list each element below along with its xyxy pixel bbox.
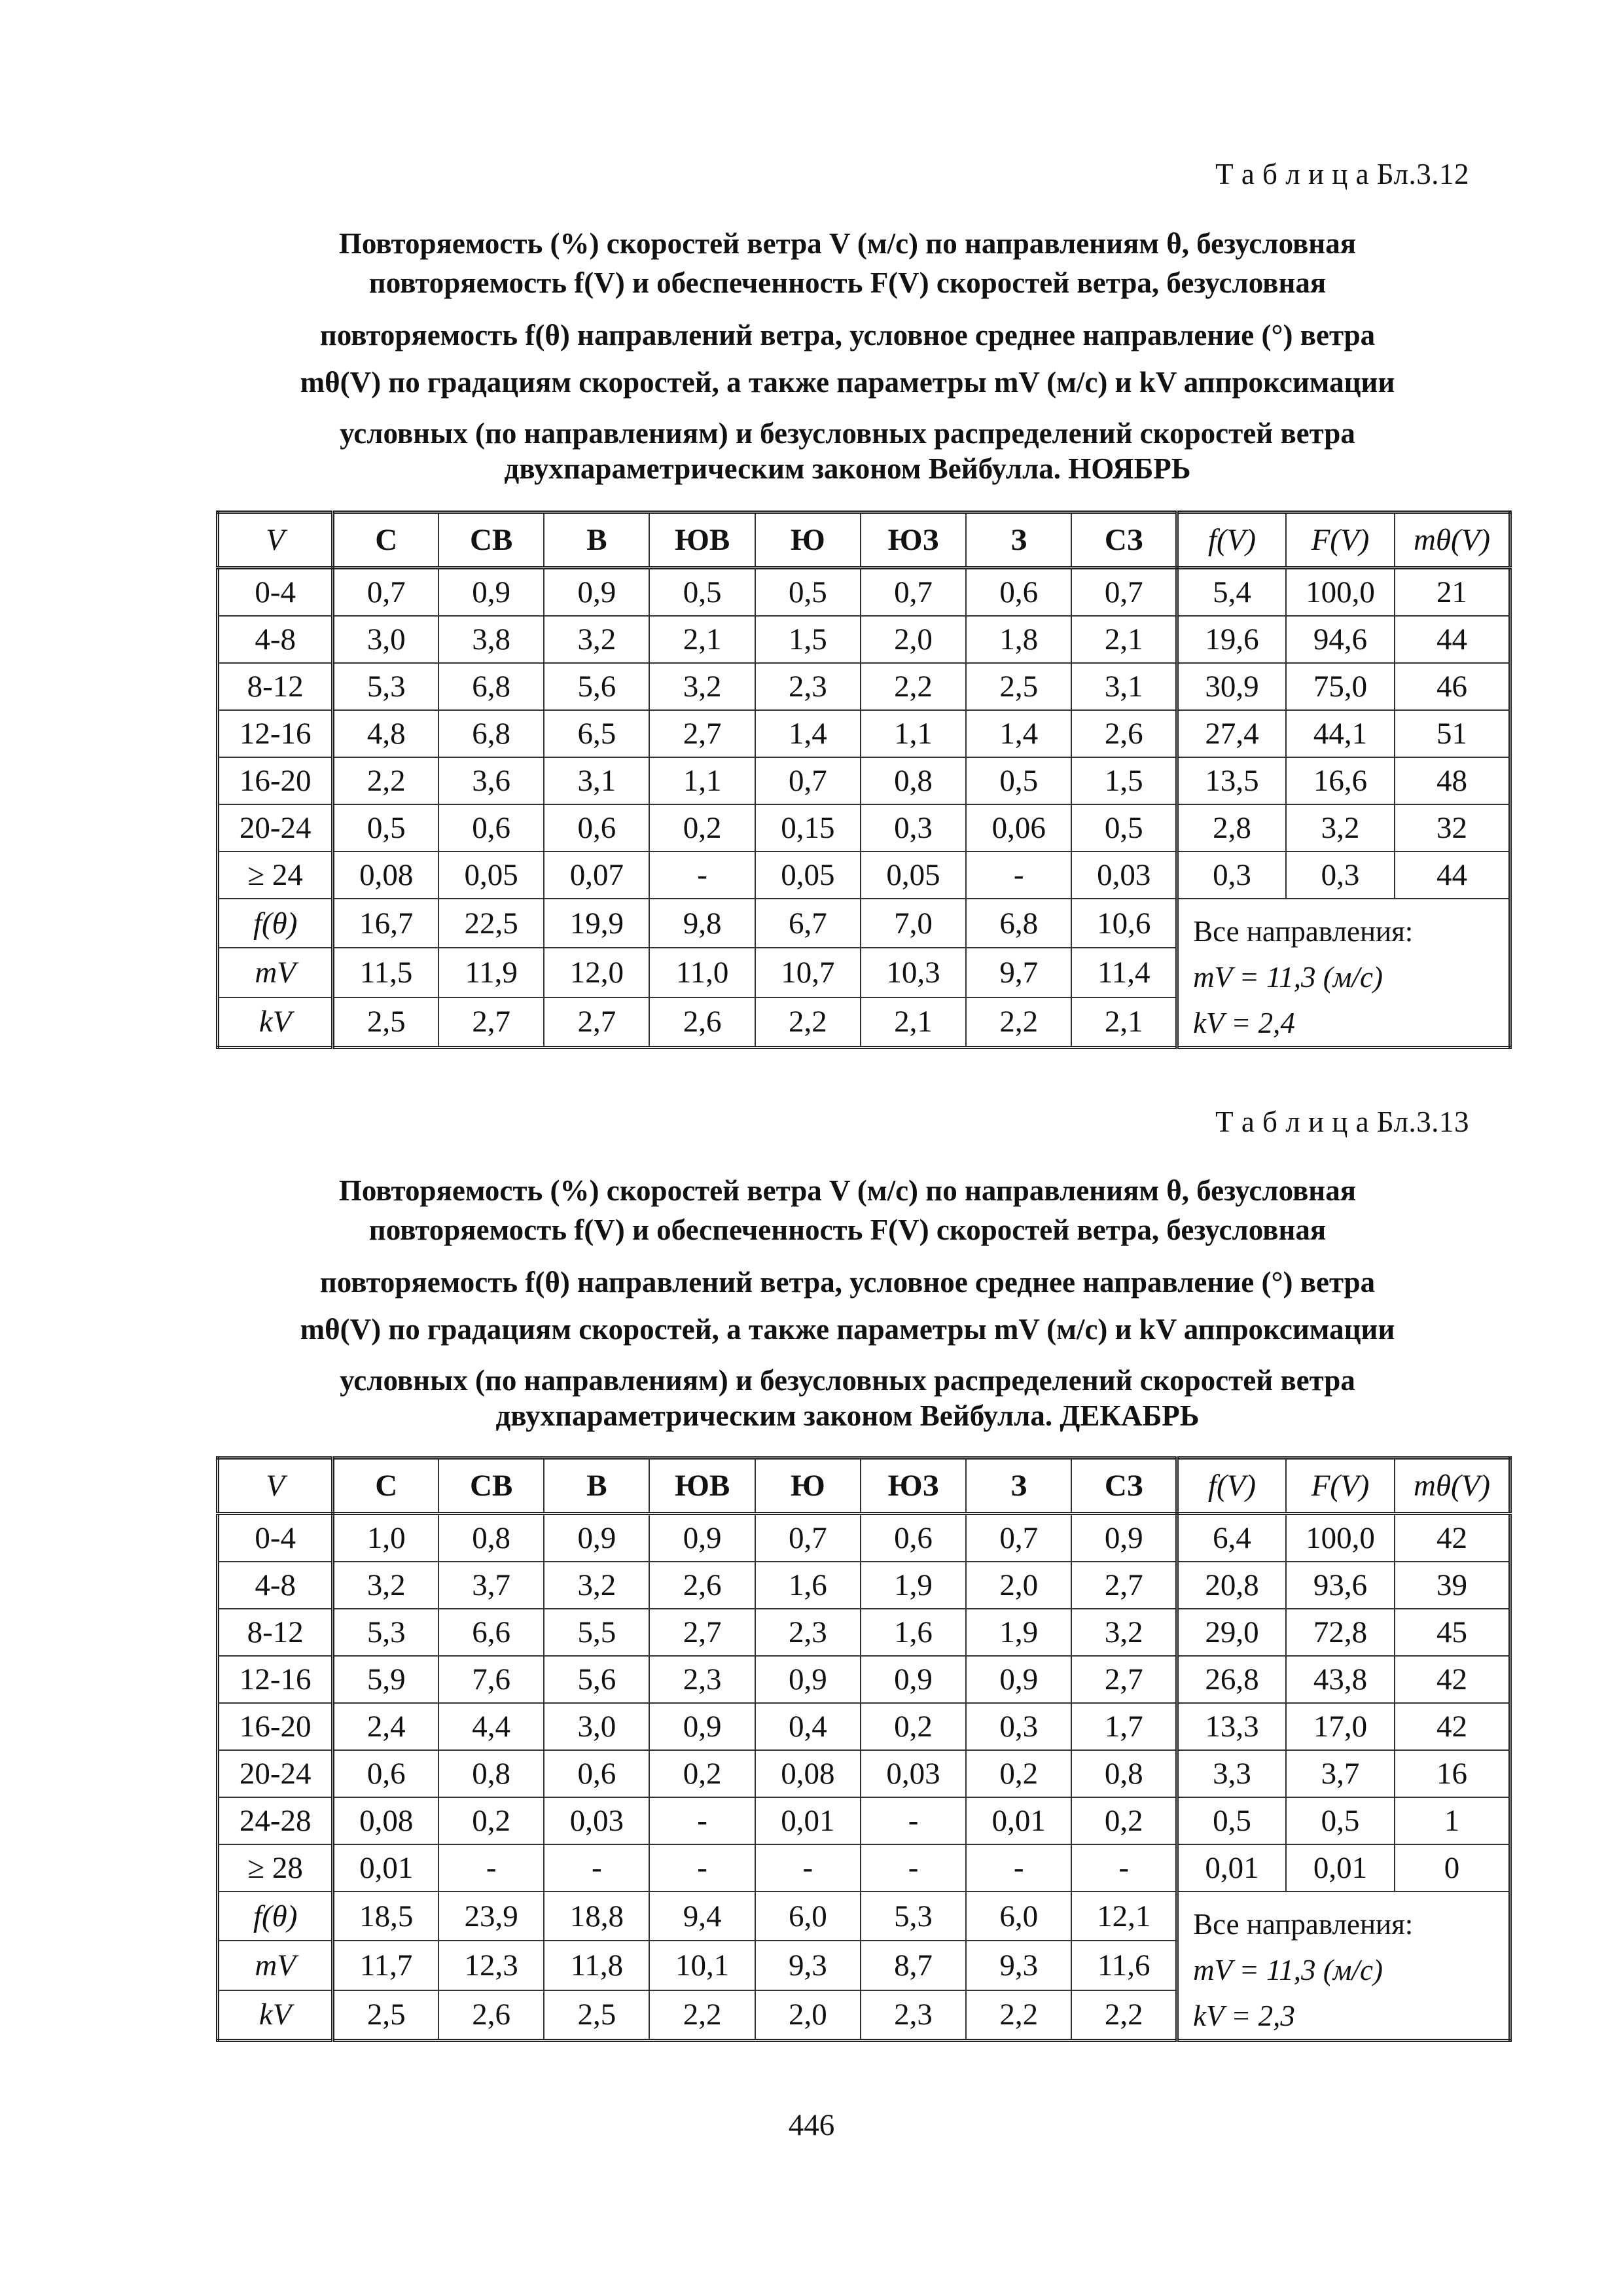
table-cell: 32 [1395,804,1510,852]
table-cell: 0,2 [649,804,755,852]
table-cell: 11,8 [544,1941,649,1990]
table-cell: 3,7 [1286,1750,1395,1797]
table-cell: 2,5 [544,1990,649,2041]
table-cell: 42 [1395,1514,1510,1562]
table-cell: 1 [1395,1797,1510,1844]
table-cell: 9,3 [755,1941,861,1990]
column-header: Ю [755,1458,861,1514]
table-cell: 2,3 [649,1656,755,1703]
table-cell: 20,8 [1177,1562,1286,1609]
table-cell: 0,7 [1071,568,1177,617]
table-cell: 6,8 [438,710,544,757]
table-cell: 44 [1395,616,1510,663]
row-label: 12-16 [218,1656,333,1703]
table-cell: 9,7 [966,948,1071,997]
table-cell: 3,3 [1177,1750,1286,1797]
table-cell: 0,7 [755,1514,861,1562]
table-row [218,1656,1510,1703]
table-cell: 0,5 [333,804,438,852]
table-cell: 0,9 [649,1703,755,1750]
table-cell: 11,6 [1071,1941,1177,1990]
column-header: mθ(V) [1395,512,1510,568]
table-cell: 2,3 [755,663,861,710]
table-cell: 0,4 [755,1703,861,1750]
table-cell: 11,9 [438,948,544,997]
table-row [218,663,1510,710]
table-cell: 11,5 [333,948,438,997]
table-cell: 3,2 [544,1562,649,1609]
table-cell: 6,0 [755,1892,861,1941]
table-cell: 1,4 [966,710,1071,757]
table-cell: 7,6 [438,1656,544,1703]
table-cell: 0,6 [544,1750,649,1797]
table-cell: 2,3 [755,1609,861,1656]
table-cell: 2,7 [649,710,755,757]
table-cell: 0,9 [966,1656,1071,1703]
table-cell: 0,06 [966,804,1071,852]
table-cell: 5,3 [861,1892,966,1941]
table-cell: 12,0 [544,948,649,997]
table-cell: 94,6 [1286,616,1395,663]
table-row [218,1514,1510,1562]
table-cell: 0,2 [966,1750,1071,1797]
table-cell: 0,7 [755,757,861,804]
table-cell: - [1071,1844,1177,1892]
table-cell: 3,7 [438,1562,544,1609]
table-cell: 0,8 [861,757,966,804]
table-cell: 2,7 [649,1609,755,1656]
table-cell: 0,01 [755,1797,861,1844]
table-cell: - [649,1844,755,1892]
table-cell: 44 [1395,852,1510,899]
table-cell: 0,3 [1286,852,1395,899]
table-cell: 0,6 [544,804,649,852]
row-label: 16-20 [218,757,333,804]
table-cell: 0,5 [755,568,861,617]
table-cell: 19,9 [544,899,649,948]
param-label: kV [218,997,333,1048]
row-label: 4-8 [218,1562,333,1609]
table-cell: 0,6 [333,1750,438,1797]
table-cell: 2,2 [966,997,1071,1048]
table-cell: 0,8 [1071,1750,1177,1797]
row-label: 20-24 [218,1750,333,1797]
table-cell: 3,1 [1071,663,1177,710]
table-cell: 3,2 [333,1562,438,1609]
table-cell: 0,03 [861,1750,966,1797]
table-row [218,1703,1510,1750]
column-header: F(V) [1286,1458,1395,1514]
table-cell: 0,5 [649,568,755,617]
table-cell: 5,3 [333,1609,438,1656]
table-cell: 0,8 [438,1514,544,1562]
table-cell: 2,5 [333,1990,438,2041]
table-row [218,757,1510,804]
table-cell: 46 [1395,663,1510,710]
table-cell: 5,9 [333,1656,438,1703]
table-cell: 0,6 [966,568,1071,617]
table-cell: 0,08 [755,1750,861,1797]
param-row [218,1892,1510,1941]
column-header: f(V) [1177,512,1286,568]
table-cell: 16 [1395,1750,1510,1797]
row-label: 0-4 [218,568,333,617]
table-cell: 16,6 [1286,757,1395,804]
table-cell: 0,2 [1071,1797,1177,1844]
column-header: V [218,512,333,568]
row-label: 8-12 [218,1609,333,1656]
table-cell: 19,6 [1177,616,1286,663]
table-cell: 26,8 [1177,1656,1286,1703]
table-cell: 12,3 [438,1941,544,1990]
table-cell: 51 [1395,710,1510,757]
table-cell: 2,6 [649,997,755,1048]
table-cell: 1,7 [1071,1703,1177,1750]
table-cell: 2,7 [438,997,544,1048]
summary-title: Все направления: [1193,915,1414,948]
table-cell: 2,1 [861,997,966,1048]
table-cell: 2,2 [861,663,966,710]
table-cell: 0,01 [966,1797,1071,1844]
row-label: 12-16 [218,710,333,757]
summary-kv: kV = 2,4 [1193,1007,1295,1039]
row-label: 24-28 [218,1797,333,1844]
table-cell: 6,4 [1177,1514,1286,1562]
header-row [218,512,1510,568]
table-cell: 2,0 [966,1562,1071,1609]
table-row [218,852,1510,899]
table-cell: 1,6 [755,1562,861,1609]
row-label: 16-20 [218,1703,333,1750]
table-cell: 1,0 [333,1514,438,1562]
summary-mv: mV = 11,3 (м/с) [1193,961,1383,994]
table-cell: 16,7 [333,899,438,948]
header-row [218,1458,1510,1514]
row-label: 0-4 [218,1514,333,1562]
table-cell: 5,6 [544,663,649,710]
table-row [218,1562,1510,1609]
table-cell: 0,9 [1071,1514,1177,1562]
table-cell: 12,1 [1071,1892,1177,1941]
row-label: 20-24 [218,804,333,852]
column-header: mθ(V) [1395,1458,1510,1514]
table-cell: 0,7 [966,1514,1071,1562]
table-cell: 0,01 [1286,1844,1395,1892]
table-cell: 0,2 [649,1750,755,1797]
table-cell: 2,7 [544,997,649,1048]
table-cell: 100,0 [1286,568,1395,617]
row-label: 8-12 [218,663,333,710]
table-cell: 1,9 [861,1562,966,1609]
table-cell: 2,6 [1071,710,1177,757]
table-cell: 0,7 [333,568,438,617]
table-cell: 0,9 [649,1514,755,1562]
table-cell: 2,7 [1071,1562,1177,1609]
table-cell: 0,15 [755,804,861,852]
table-cell: 0,8 [438,1750,544,1797]
table-cell: 9,4 [649,1892,755,1941]
table-cell: 0,01 [1177,1844,1286,1892]
param-label: mV [218,1941,333,1990]
wind-table [216,511,1512,1049]
table-cell: 6,8 [966,899,1071,948]
table-cell: 8,7 [861,1941,966,1990]
table-cell: 0,07 [544,852,649,899]
table-cell: 0,9 [861,1656,966,1703]
table-cell: 3,0 [544,1703,649,1750]
table-cell: 3,6 [438,757,544,804]
table-cell: 72,8 [1286,1609,1395,1656]
table-cell: 2,3 [861,1990,966,2041]
table-cell: - [861,1797,966,1844]
table-cell: 0,6 [861,1514,966,1562]
table-cell: 0,5 [966,757,1071,804]
column-header: ЮВ [649,512,755,568]
table-cell: - [649,1797,755,1844]
table-cell: 9,3 [966,1941,1071,1990]
table-cell: 3,0 [333,616,438,663]
column-header: ЮЗ [861,1458,966,1514]
table-cell: 5,4 [1177,568,1286,617]
table-cell: 5,3 [333,663,438,710]
table-row [218,568,1510,617]
table-cell: 1,9 [966,1609,1071,1656]
table-cell: 1,4 [755,710,861,757]
table-cell: 45 [1395,1609,1510,1656]
table-cell: 30,9 [1177,663,1286,710]
table-cell: 23,9 [438,1892,544,1941]
table-cell: 11,0 [649,948,755,997]
row-label: 4-8 [218,616,333,663]
table-cell: 2,4 [333,1703,438,1750]
table-cell: 2,2 [1071,1990,1177,2041]
table-cell: 2,6 [649,1562,755,1609]
column-header: В [544,512,649,568]
table-cell: 0,08 [333,1797,438,1844]
table-cell: 6,8 [438,663,544,710]
table-cell: 11,7 [333,1941,438,1990]
param-label: kV [218,1990,333,2041]
table-cell: - [438,1844,544,1892]
table-cell: 22,5 [438,899,544,948]
table-cell: 4,8 [333,710,438,757]
column-header: F(V) [1286,512,1395,568]
table-label: Т а б л и ц а Бл.3.12 [1215,158,1469,190]
table-cell: 2,7 [1071,1656,1177,1703]
summary-cell [1177,1892,1510,2041]
table-cell: 18,5 [333,1892,438,1941]
column-header: С [333,1458,438,1514]
table-cell: 18,8 [544,1892,649,1941]
table-cell: 44,1 [1286,710,1395,757]
table-cell: 0,3 [1177,852,1286,899]
table-cell: 75,0 [1286,663,1395,710]
table-cell: 3,2 [649,663,755,710]
table-cell: 6,5 [544,710,649,757]
table-cell: 0,3 [861,804,966,852]
table-cell: 0,03 [1071,852,1177,899]
table-cell: 3,2 [1071,1609,1177,1656]
column-header: З [966,512,1071,568]
table-cell: 2,1 [649,616,755,663]
table-cell: 2,8 [1177,804,1286,852]
page-number: 446 [788,2108,835,2142]
table-cell: 17,0 [1286,1703,1395,1750]
table-cell: 0,05 [755,852,861,899]
param-row [218,899,1510,948]
table-cell: 1,1 [649,757,755,804]
column-header: З [966,1458,1071,1514]
param-label: mV [218,948,333,997]
table-row [218,1844,1510,1892]
table-cell: 3,1 [544,757,649,804]
table-cell: - [966,1844,1071,1892]
param-label: f(θ) [218,899,333,948]
table-label: Т а б л и ц а Бл.3.13 [1215,1105,1469,1138]
table-cell: 2,2 [966,1990,1071,2041]
table-cell: 0,05 [861,852,966,899]
table-cell: 0,03 [544,1797,649,1844]
column-header: ЮВ [649,1458,755,1514]
table-cell: 2,5 [333,997,438,1048]
table-cell: 10,1 [649,1941,755,1990]
table-cell: 3,2 [544,616,649,663]
table-cell: 2,2 [649,1990,755,2041]
table-cell: 11,4 [1071,948,1177,997]
table-cell: 42 [1395,1703,1510,1750]
table-cell: 3,2 [1286,804,1395,852]
table-cell: 1,8 [966,616,1071,663]
table-row [218,616,1510,663]
table-cell: 100,0 [1286,1514,1395,1562]
table-cell: 6,7 [755,899,861,948]
row-label: ≥ 28 [218,1844,333,1892]
table-cell: 27,4 [1177,710,1286,757]
table-cell: 2,0 [755,1990,861,2041]
table-cell: 10,6 [1071,899,1177,948]
param-label: f(θ) [218,1892,333,1941]
column-header: ЮЗ [861,512,966,568]
column-header: С [333,512,438,568]
table-cell: 0,9 [755,1656,861,1703]
table-cell: 13,5 [1177,757,1286,804]
table-cell: 39 [1395,1562,1510,1609]
table-cell: - [966,852,1071,899]
column-header: f(V) [1177,1458,1286,1514]
summary-kv: kV = 2,3 [1193,2000,1295,2032]
table-cell: 3,8 [438,616,544,663]
table-cell: 42 [1395,1656,1510,1703]
table-cell: 10,7 [755,948,861,997]
table-cell: 1,5 [755,616,861,663]
table-cell: 13,3 [1177,1703,1286,1750]
table-cell: 5,5 [544,1609,649,1656]
summary-title: Все направления: [1193,1908,1414,1941]
table-cell: 0,5 [1177,1797,1286,1844]
table-cell: 1,1 [861,710,966,757]
table-cell: 1,5 [1071,757,1177,804]
table-row [218,710,1510,757]
table-cell: 0,2 [438,1797,544,1844]
table-row [218,1609,1510,1656]
table-cell: 48 [1395,757,1510,804]
table-cell: 0,08 [333,852,438,899]
table-cell: 6,0 [966,1892,1071,1941]
table-cell: 2,5 [966,663,1071,710]
table-cell: 2,1 [1071,997,1177,1048]
table-cell: 2,6 [438,1990,544,2041]
table-cell: - [755,1844,861,1892]
table-cell: 0,6 [438,804,544,852]
table-cell: 2,0 [861,616,966,663]
table-cell: - [649,852,755,899]
table-cell: 1,6 [861,1609,966,1656]
table-cell: 2,2 [333,757,438,804]
table-cell: - [544,1844,649,1892]
table-cell: 0,5 [1071,804,1177,852]
column-header: СВ [438,512,544,568]
column-header: СЗ [1071,1458,1177,1514]
summary-mv: mV = 11,3 (м/с) [1193,1954,1383,1986]
column-header: Ю [755,512,861,568]
column-header: СВ [438,1458,544,1514]
table-cell: 2,2 [755,997,861,1048]
table-cell: 0,2 [861,1703,966,1750]
table-cell: 0,7 [861,568,966,617]
table-row [218,804,1510,852]
table-cell: 0,9 [544,1514,649,1562]
column-header: V [218,1458,333,1514]
table-cell: 0,3 [966,1703,1071,1750]
table-cell: 0,01 [333,1844,438,1892]
table-cell: 21 [1395,568,1510,617]
table-row [218,1750,1510,1797]
table-cell: 7,0 [861,899,966,948]
table-cell: 4,4 [438,1703,544,1750]
wind-table [216,1456,1512,2042]
table-cell: - [861,1844,966,1892]
table-cell: 9,8 [649,899,755,948]
table-cell: 29,0 [1177,1609,1286,1656]
table-cell: 43,8 [1286,1656,1395,1703]
table-cell: 5,6 [544,1656,649,1703]
table-cell: 6,6 [438,1609,544,1656]
table-cell: 0,05 [438,852,544,899]
table-cell: 2,1 [1071,616,1177,663]
table-cell: 0 [1395,1844,1510,1892]
summary-cell [1177,899,1510,1048]
table-cell: 93,6 [1286,1562,1395,1609]
table-cell: 0,5 [1286,1797,1395,1844]
column-header: СЗ [1071,512,1177,568]
table-cell: 10,3 [861,948,966,997]
table-cell: 0,9 [544,568,649,617]
column-header: В [544,1458,649,1514]
row-label: ≥ 24 [218,852,333,899]
table-cell: 0,9 [438,568,544,617]
table-row [218,1797,1510,1844]
